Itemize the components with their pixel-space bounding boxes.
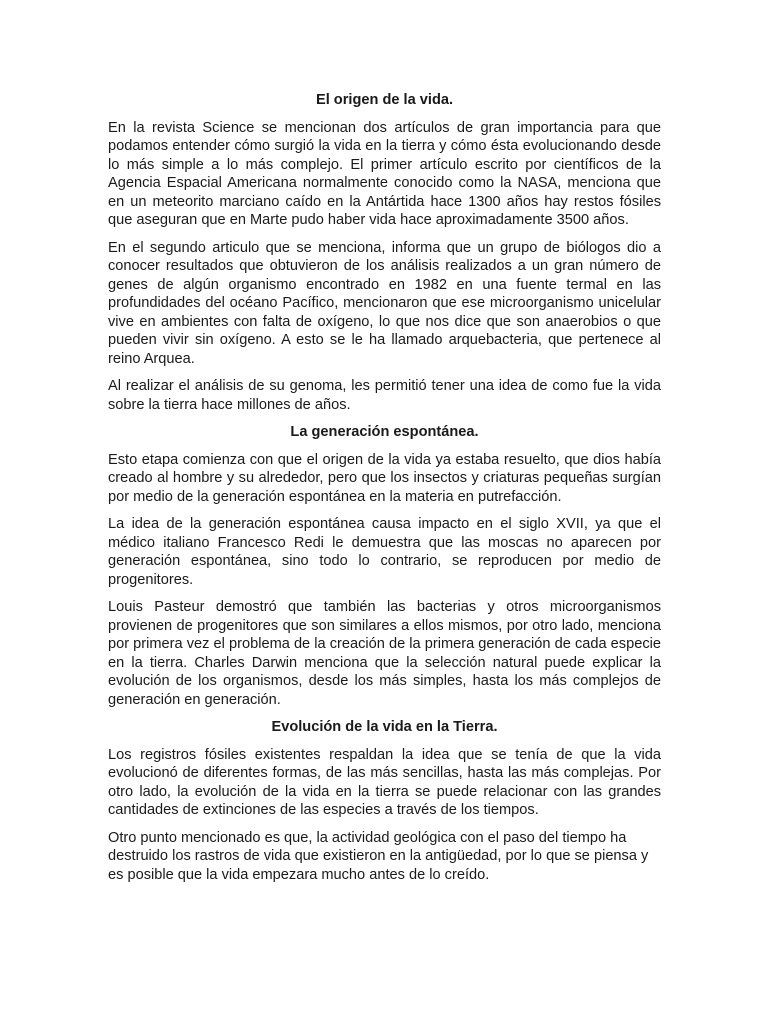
section-heading-origen: El origen de la vida. [315,92,454,108]
paragraph-pasteur-darwin: Louis Pasteur demostró que también las bacterias y otros microorganismos provienen de progenitores que son similares a ellos mismos, por otro lado, menciona por primera vez el problema de la creación de la primera generación de cada especie en la tierra. Charles Darwin menciona que la selección natural puede explicar la evolución de los organismos, desde los más simples, hasta los más complejos de generación en generación. [108,599,661,708]
section-heading-evolucion: Evolución de la vida en la Tierra. [271,719,498,735]
paragraph-arquebacteria: En el segundo articulo que se menciona, informa que un grupo de biólogos dio a conocer resultados que obtuvieron de los análisis realizados a un gran número de genes de algún organismo encontrado en 1982 en una fuente termal en las profundidades del océano Pacífico, mencionaron que ese microorganismo unicelular vive en ambientes con falta de oxígeno, lo que nos dice que son anaerobios o que pueden vivir sin oxígeno. A esto se le ha llamado arquebacteria, que pertenece al reino Arquea. [108,239,661,367]
section-heading-generacion: La generación espontánea. [290,424,479,440]
document-body [108,91,661,893]
paragraph-etapa: Esto etapa comienza con que el origen de la vida ya estaba resuelto, que dios había creado al hombre y su alrededor, pero que los insectos y criaturas pequeñas surgían por medio de la generación espontánea en la materia en putrefacción. [108,451,661,505]
paragraph-genoma: Al realizar el análisis de su genoma, les permitió tener una idea de como fue la vida sobre la tierra hace millones de años. [108,378,661,413]
paragraph-actividad-geologica: Otro punto mencionado es que, la actividad geológica con el paso del tiempo ha destruido los rastros de vida que existieron en la antigüedad, por lo que se piensa y es posible que la vida empezara mucho antes de lo creído. [108,829,649,883]
paragraph-registros-fosiles: Los registros fósiles existentes respaldan la idea que se tenía de que la vida evolucionó de diferentes formas, de las más sencillas, hasta las más complejas. Por otro lado, la evolución de la vida en la tierra se puede relacionar con las grandes cantidades de extinciones de las especies a través de los tiempos. [108,746,661,818]
paragraph-redi: La idea de la generación espontánea causa impacto en el siglo XVII, ya que el médico italiano Francesco Redi le demuestra que las moscas no aparecen por generación espontánea, sino todo lo contrario, se reproducen por medio de progenitores. [108,516,661,588]
paragraph-science-articles: En la revista Science se mencionan dos artículos de gran importancia para que podamos entender cómo surgió la vida en la tierra y cómo ésta evolucionando desde lo más simple a lo más complejo. El primer artículo escrito por científicos de la Agencia Espacial Americana normalmente conocido como la NASA, menciona que en un meteorito marciano caído en la Antártida hace 1300 años hay restos fósiles que aseguran que en Marte pudo haber vida hace aproximadamente 3500 años. [108,119,661,228]
